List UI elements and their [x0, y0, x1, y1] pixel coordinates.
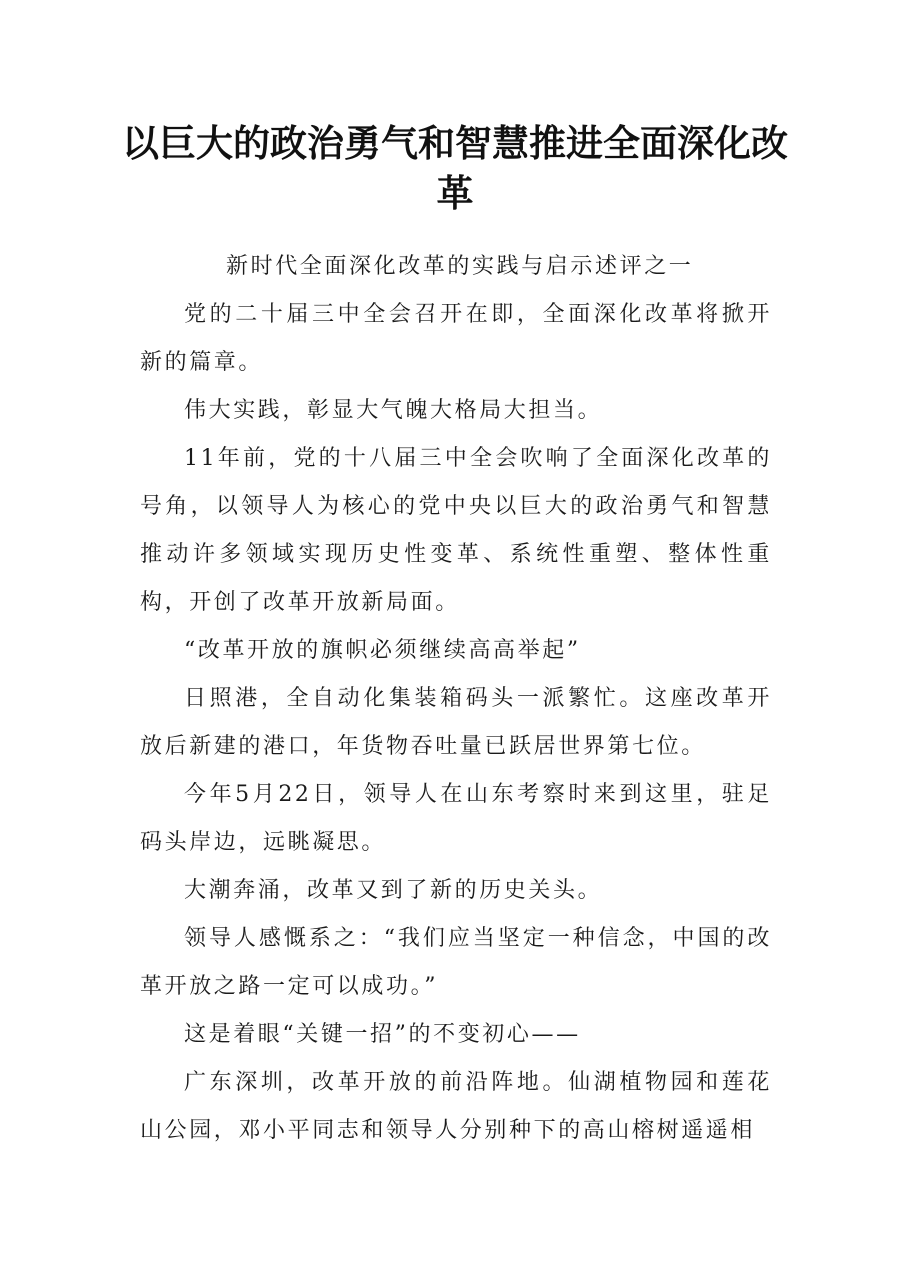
paragraph: 伟大实践，彰显大气魄大格局大担当。: [184, 398, 603, 423]
paragraph: 党的二十届三中全会召开在即，全面深化改革将掀开新的篇章。: [140, 302, 772, 375]
document-title: 以巨大的政治勇气和智慧推进全面深化改革: [122, 121, 788, 215]
paragraph: 11年前，党的十八届三中全会吹响了全面深化改革的号角，以领导人为核心的党中央以巨大的政治勇气和智慧推动许多领域实现历史性变革、系统性重塑、整体性重构，开创了改革开放新局面。: [140, 446, 772, 615]
paragraph: 大潮奔涌，改革又到了新的历史关头。: [184, 878, 603, 903]
paragraph: 广东深圳，改革开放的前沿阵地。仙湖植物园和莲花山公园，邓小平同志和领导人分别种下的高山榕树遥遥相: [140, 1070, 772, 1143]
paragraph: 今年5月22日，领导人在山东考察时来到这里，驻足码头岸边，远眺凝思。: [140, 782, 772, 855]
paragraph: 日照港，全自动化集装箱码头一派繁忙。这座改革开放后新建的港口，年货物吞吐量已跃居世界第七位。: [140, 686, 772, 759]
paragraph: 这是着眼“关键一招”的不变初心——: [184, 1022, 581, 1047]
paragraph-quote-heading: “改革开放的旗帜必须继续高高举起”: [184, 638, 581, 663]
document-subtitle: 新时代全面深化改革的实践与启示述评之一: [226, 254, 694, 279]
paragraph: 领导人感慨系之：“我们应当坚定一种信念，中国的改革开放之路一定可以成功。”: [140, 926, 772, 999]
document-body: [140, 243, 772, 1155]
